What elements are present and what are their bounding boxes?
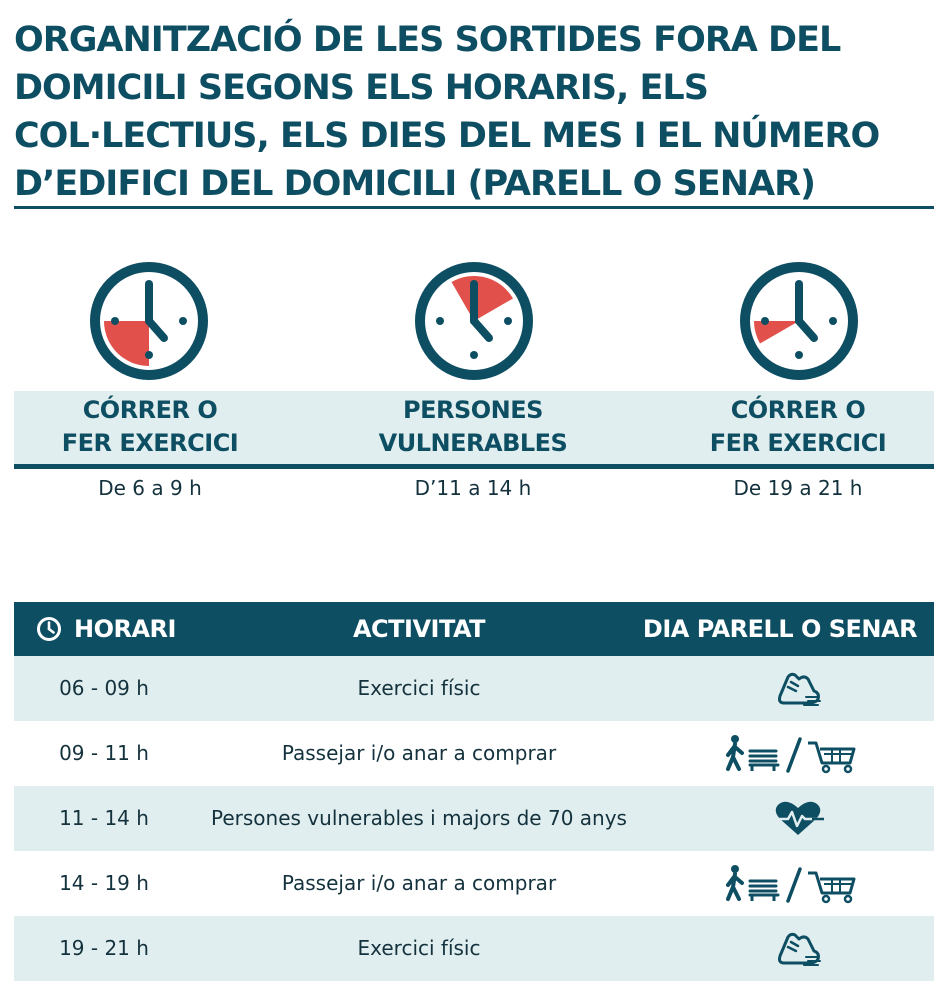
- row-icon-cell: [664, 656, 934, 721]
- row-activitat: Exercici físic: [357, 936, 481, 960]
- clock-6-to-9-icon: [88, 260, 210, 382]
- row-activitat: Exercici físic: [357, 676, 481, 700]
- row-icon-cell: [664, 916, 934, 981]
- clock-11-to-14-icon: [413, 260, 535, 382]
- table-row: [14, 916, 934, 981]
- slot-time-2: D’11 a 14 h: [414, 476, 532, 500]
- header-activitat: ACTIVITAT: [352, 615, 486, 643]
- row-icon-cell: [664, 721, 934, 786]
- slot-label-1: [0, 394, 300, 460]
- row-activitat: Passejar i/o anar a comprar: [281, 741, 557, 765]
- page-title: ORGANITZACIÓ DE LES SORTIDES FORA DEL DOMICILI SEGONS ELS HORARIS, ELS COL·LECTIUS, ELS DIES DEL MES I EL NÚMERO D’EDIFICI DEL DOMICILI (PARELL O SENAR): [14, 20, 880, 204]
- slot-label-1-line1: CÓRRER O: [82, 396, 218, 424]
- table-row: [14, 851, 934, 916]
- row-horari: 11 - 14 h: [59, 806, 149, 830]
- table-row: [14, 656, 934, 721]
- running-shoe-icon: [774, 669, 824, 709]
- row-horari: 19 - 21 h: [59, 936, 149, 960]
- header-horari: HORARI: [74, 615, 176, 643]
- clock-icon: [36, 616, 62, 642]
- walk-bench-cart-icon: [724, 733, 874, 775]
- row-horari: 14 - 19 h: [59, 871, 149, 895]
- table-row: [14, 786, 934, 851]
- time-slot-divider: [14, 464, 934, 469]
- row-horari: 06 - 09 h: [59, 676, 149, 700]
- slot-label-1-line2: FER EXERCICI: [61, 429, 239, 457]
- row-icon-cell: [664, 786, 934, 851]
- table-header: [14, 602, 934, 656]
- slot-label-3-line1: CÓRRER O: [730, 396, 866, 424]
- table-row: [14, 721, 934, 786]
- row-activitat: Passejar i/o anar a comprar: [281, 871, 557, 895]
- slot-label-3-line2: FER EXERCICI: [709, 429, 887, 457]
- row-horari: 09 - 11 h: [59, 741, 149, 765]
- slot-time-1: De 6 a 9 h: [98, 476, 202, 500]
- row-activitat: Persones vulnerables i majors de 70 anys: [211, 806, 627, 830]
- clock-19-to-21-icon: [738, 260, 860, 382]
- title-divider: [14, 206, 934, 209]
- heart-pulse-icon: [772, 799, 826, 839]
- slot-label-2: [323, 394, 623, 460]
- schedule-table: [14, 602, 934, 981]
- slot-time-3: De 19 a 21 h: [733, 476, 863, 500]
- running-shoe-icon: [774, 929, 824, 969]
- walk-bench-cart-icon: [724, 863, 874, 905]
- slot-label-2-line2: VULNERABLES: [378, 429, 568, 457]
- slot-label-3: [648, 394, 948, 460]
- slot-label-2-line1: PERSONES: [403, 396, 543, 424]
- row-icon-cell: [664, 851, 934, 916]
- header-dia: DIA PARELL O SENAR: [642, 615, 918, 643]
